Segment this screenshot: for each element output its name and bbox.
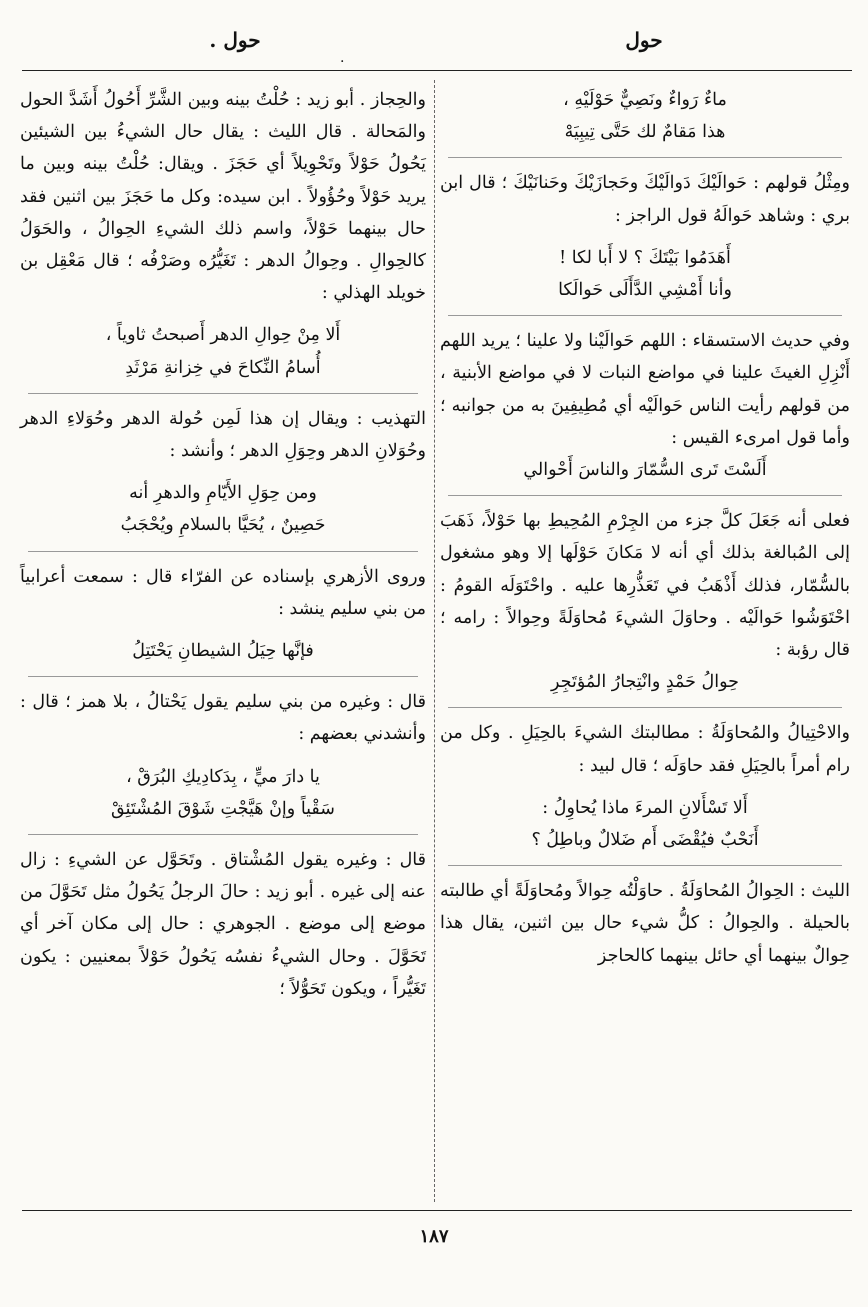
separator — [28, 834, 418, 835]
separator — [448, 495, 842, 496]
verse-line: سَقْياً وإنْ هَيَّجْتِ شَوْقَ المُشْتَئِقْ — [111, 798, 335, 819]
verse-line: ومن حِوَلِ الأَيّامِ والدهرِ أنه — [129, 483, 317, 504]
header-dot: . — [340, 50, 345, 66]
paragraph: وروى الأزهري بإسناده عن الفرّاء قال : سمعت أعرابياً من بني سليم ينشد : — [20, 566, 426, 619]
paragraph: قال : وغيره يقول المُشْتاق . وتَحَوَّل عن الشيءِ : زال عنه إلى غيره . أبو زيد : حالَ الرجلُ يَحُولُ مثل تَحَوَّلَ من موضع إلى موضع . الجوهري : حال إلى مكان آخر أي تَحَوَّلَ . وحال الشيءُ نفسُه يَحُولُ حَوْلاً بمعنيين : يكون تَغَيُّراً ، ويكون تَحَوُّلاً ؛ — [20, 850, 426, 999]
verse-line: أُسامُ النِّكاحَ في خِزانةِ مَرْثَدِ — [125, 357, 321, 378]
footer-rule — [22, 1210, 852, 1211]
verse-block — [20, 477, 426, 541]
paragraph: الليث : الحِوالُ المُحاوَلَةُ . حاوَلْتُه حِوالاً ومُحاوَلَةً أي طالبته بالحيلة . والحِوالُ : كلُّ شيء حال بين اثنين، يقال هذا حِوالٌ بينهما أي حائل بينهما كالحاجز — [440, 881, 850, 966]
verse-line: أَلا مِنْ حِوالِ الدهر أَصبحتُ ثاوياً ، — [105, 325, 341, 346]
page-number: ١٨٧ — [419, 1226, 449, 1247]
verse-line: أَلَسْتَ تَرى السُّمّارَ والناسَ أَحْوالي — [523, 460, 767, 481]
running-head-left: حول . — [209, 28, 261, 52]
verse-block — [440, 454, 850, 486]
paragraph: فعلى أنه جَعَلَ كلَّ جزء من الجِرْمِ المُحِيطِ بها حَوْلاً، ذَهَبَ إلى المُبالغة بذلك أي أنه لا مَكانَ حَوْلَها إلا وهو مشغول بالسُّمّار، فذلك أَذْهَبُ في تَعَذُّرِها عليه . واحْتَوَلَه القومُ : احْتَوَشُوا حَوالَيْه . وحاوَلَ الشيءَ مُحاوَلَةً وحِوالاً : رامه ؛ قال رؤبة : — [440, 511, 850, 661]
separator — [448, 157, 842, 158]
paragraph: والحِجاز . أبو زيد : حُلْتُ بينه وبين الشَّرِّ أَحُولُ أَشَدَّ الحول والمَحالة . قال الليث : يقال حال الشيءُ بين الشيئين يَحُولُ حَوْلاً وتَحْوِيلاً أي حَجَزَ . ويقال: حُلْتُ بينه وبين ما يريد حَوْلاً وحُؤُولاً . ابن سيده: وكل ما حَجَزَ بين اثنين فقد حال بينهما حَوْلاً، واسم ذلك الشيءِ الحِوالُ ، والحَوَلُ كالحِوالِ . وحِوالُ الدهر : تَغَيُّرُه وصَرْفُه ؛ قال مَعْقِل بن خويلد الهذلي : — [20, 90, 426, 304]
left-column — [20, 84, 426, 1005]
running-head-right: حول — [625, 28, 663, 52]
paragraph: ومِثْلُ قولهم : حَوالَيْكَ دَوالَيْكَ وحَجازَيْكَ وحَنانَيْكَ ؛ قال ابن بري : وشاهد حَوالَهُ قول الراجز : — [440, 173, 850, 226]
paragraph: قال : وغيره من بني سليم يقول يَحْتالُ ، بلا همز ؛ قال : وأنشدني بعضهم : — [20, 692, 426, 745]
verse-block — [440, 84, 850, 148]
verse-line: أَهَدَمُوا بَيْتَكَ ؟ لا أَبا لكا ! — [559, 247, 731, 268]
separator — [448, 315, 842, 316]
separator — [28, 551, 418, 552]
verse-block — [440, 792, 850, 856]
verse-block — [20, 761, 426, 825]
verse-block — [20, 635, 426, 667]
right-column — [440, 84, 850, 972]
verse-line: حِوالُ حَمْدٍ وانْتِجارُ المُؤتَجِرِ — [551, 672, 739, 693]
verse-block — [20, 319, 426, 383]
separator — [28, 676, 418, 677]
verse-line: فإنَّها حِيَلُ الشيطانِ يَحْتَتِلُ — [132, 641, 314, 662]
verse-line: أَلا تَسْأَلانِ المرءَ ماذا يُحاوِلُ : — [542, 797, 748, 818]
separator — [28, 393, 418, 394]
separator — [448, 865, 842, 866]
paragraph: التهذيب : ويقال إن هذا لَمِن حُولة الدهر وحُوَلاءِ الدهر وحُوَلانِ الدهر وحِوَلِ الدهر ؛ وأنشد : — [20, 408, 426, 462]
header-rule — [22, 70, 852, 71]
paragraph: وفي حديث الاستسقاء : اللهم حَوالَيْنا ولا علينا ؛ يريد اللهم أَنْزِلِ الغيثَ علينا في مواضع النبات لا في مواضع الأبنية ، من قولهم رأيت الناس حَوالَيْه أي مُطِيفِينَ به من جوانبه ؛ وأما قول امرىء القيس : — [440, 331, 850, 448]
verse-line: أَنَحْبٌ فيُقْضَى أَم ضَلالٌ وباطِلُ ؟ — [531, 830, 759, 851]
verse-block — [440, 242, 850, 306]
verse-line: هذا مَقامٌ لك حَتَّى تِيبِيَهْ — [564, 122, 726, 143]
separator — [448, 707, 842, 708]
verse-line: ماءٌ رَواءٌ ونَصِيٌّ حَوْلَيْهِ ، — [563, 90, 727, 110]
verse-line: حَصِينٌ ، يُحَيَّا بالسلامِ ويُحْجَبُ — [120, 515, 326, 536]
column-divider — [434, 80, 435, 1202]
paragraph: والاحْتِيالُ والمُحاوَلَةُ : مطالبتك الشيءَ بالحِيَلِ . وكل من رام أمراً بالحِيَلِ فقد حاوَلَه ؛ قال لبيد : — [440, 723, 850, 776]
verse-block — [440, 666, 850, 698]
verse-line: وأنا أَمْشِي الدَّأَلَى حَوالَكا — [558, 280, 732, 301]
verse-line: يا دارَ ميٍّ ، بِدَكادِيكِ البُرَقْ ، — [126, 766, 320, 787]
